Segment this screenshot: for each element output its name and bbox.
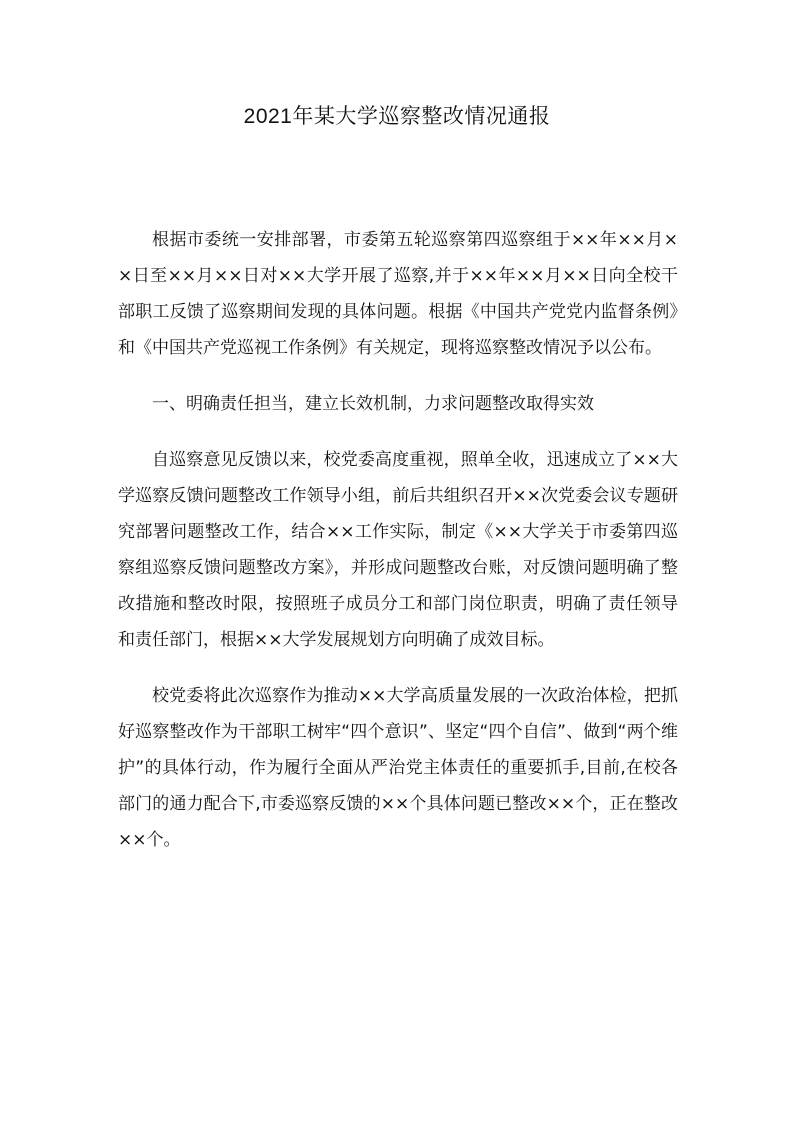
document-body <box>118 222 678 878</box>
section-heading-1: 一、明确责任担当，建立长效机制，力求问题整改取得实效 <box>152 394 594 414</box>
document-title: 2021年某大学巡察整改情况通报 <box>243 105 551 128</box>
paragraph-rectification-measures: 自巡察意见反馈以来，校党委高度重视，照单全收，迅速成立了××大学巡察反馈问题整改工作领导小组，前后共组织召开××次党委会议专题研究部署问题整改工作，结合××工作实际，制定《××大学关于市委第四巡察组巡察反馈问题整改方案》，并形成问题整改台账，对反馈问题明确了整改措施和整改时限，按照班子成员分工和部门岗位职责，明确了责任领导和责任部门，根据××大学发展规划方向明确了成效目标。 <box>118 450 678 650</box>
paragraph-intro: 根据市委统一安排部署，市委第五轮巡察第四巡察组于××年××月××日至××月××日对××大学开展了巡察,并于××年××月××日向全校干部职工反馈了巡察期间发现的具体问题。根据《中国共产党党内监督条例》和《中国共产党巡视工作条例》有关规定，现将巡察整改情况予以公布。 <box>118 230 678 358</box>
paragraph-rectification-progress: 校党委将此次巡察作为推动××大学高质量发展的一次政治体检，把抓好巡察整改作为干部职工树牢“四个意识”、坚定“四个自信”、做到“两个维护”的具体行动，作为履行全面从严治党主体责任的重要抓手,目前,在校各部门的通力配合下,市委巡察反馈的××个具体问题已整改××个，正在整改××个。 <box>118 686 678 850</box>
